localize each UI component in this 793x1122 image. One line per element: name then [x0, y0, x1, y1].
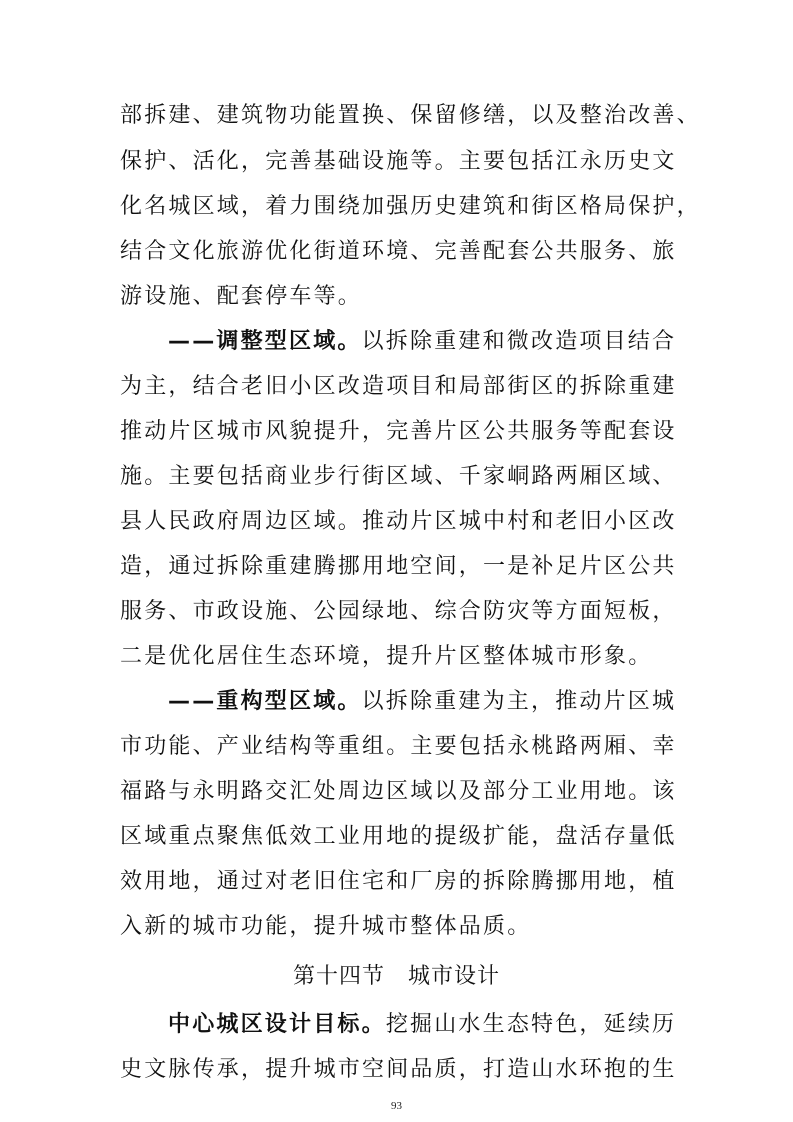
- section-heading: 第十四节 城市设计: [292, 964, 500, 989]
- body-text-run: 挖掘山水生态特色，延续历: [385, 1012, 677, 1037]
- bold-lead-label: 重构型区域。: [216, 689, 362, 714]
- body-text-line: 史文脉传承，提升城市空间品质，打造山水环抱的生: [120, 1057, 677, 1082]
- bold-lead-dash: ——: [168, 689, 217, 714]
- body-text-line: 化名城区域，着力围绕加强历史建筑和街区格局保护，: [120, 194, 701, 219]
- bold-lead-dash: ——: [168, 329, 217, 354]
- body-text-line: 游设施、配套停车等。: [120, 284, 363, 309]
- body-text-line: 保护、活化，完善基础设施等。主要包括江永历史文: [120, 149, 677, 174]
- body-text-line: 区域重点聚焦低效工业用地的提级扩能，盘活存量低: [120, 824, 677, 849]
- body-text-line: 二是优化居住生态环境，提升片区整体城市形象。: [120, 644, 653, 669]
- body-text-line: 推动片区城市风貌提升，完善片区公共服务等配套设: [120, 419, 677, 444]
- paragraph-first-line: [168, 1014, 680, 1036]
- body-text-line: 造，通过拆除重建腾挪用地空间，一是补足片区公共: [120, 554, 677, 579]
- body-text-line: 效用地，通过对老旧住宅和厂房的拆除腾挪用地，植: [120, 869, 677, 894]
- body-text-line: 入新的城市功能，提升城市整体品质。: [120, 914, 532, 939]
- body-text-line: 结合文化旅游优化街道环境、完善配套公共服务、旅: [120, 239, 677, 264]
- body-text-line: 福路与永明路交汇处周边区域以及部分工业用地。该: [120, 779, 677, 804]
- body-text-line: 为主，结合老旧小区改造项目和局部街区的拆除重建: [120, 374, 677, 399]
- body-text-line: 县人民政府周边区域。推动片区城中村和老旧小区改: [120, 509, 677, 534]
- paragraph-first-line: [168, 331, 680, 353]
- body-text-line: 市功能、产业结构等重组。主要包括永桃路两厢、幸: [120, 734, 677, 759]
- page-number: 93: [391, 1100, 402, 1112]
- body-text-line: 施。主要包括商业步行街区域、千家峒路两厢区域、: [120, 464, 677, 489]
- body-text-run: 以拆除重建为主，推动片区城: [361, 689, 677, 714]
- body-text-run: 以拆除重建和微改造项目结合: [361, 329, 677, 354]
- bold-lead-label: 调整型区域。: [216, 329, 362, 354]
- body-text-line: 服务、市政设施、公园绿地、综合防灾等方面短板，: [120, 599, 677, 624]
- bold-lead-label: 中心城区设计目标。: [168, 1012, 386, 1037]
- paragraph-first-line: [168, 691, 680, 713]
- body-text-line: 部拆建、建筑物功能置换、保留修缮，以及整治改善、: [120, 103, 701, 128]
